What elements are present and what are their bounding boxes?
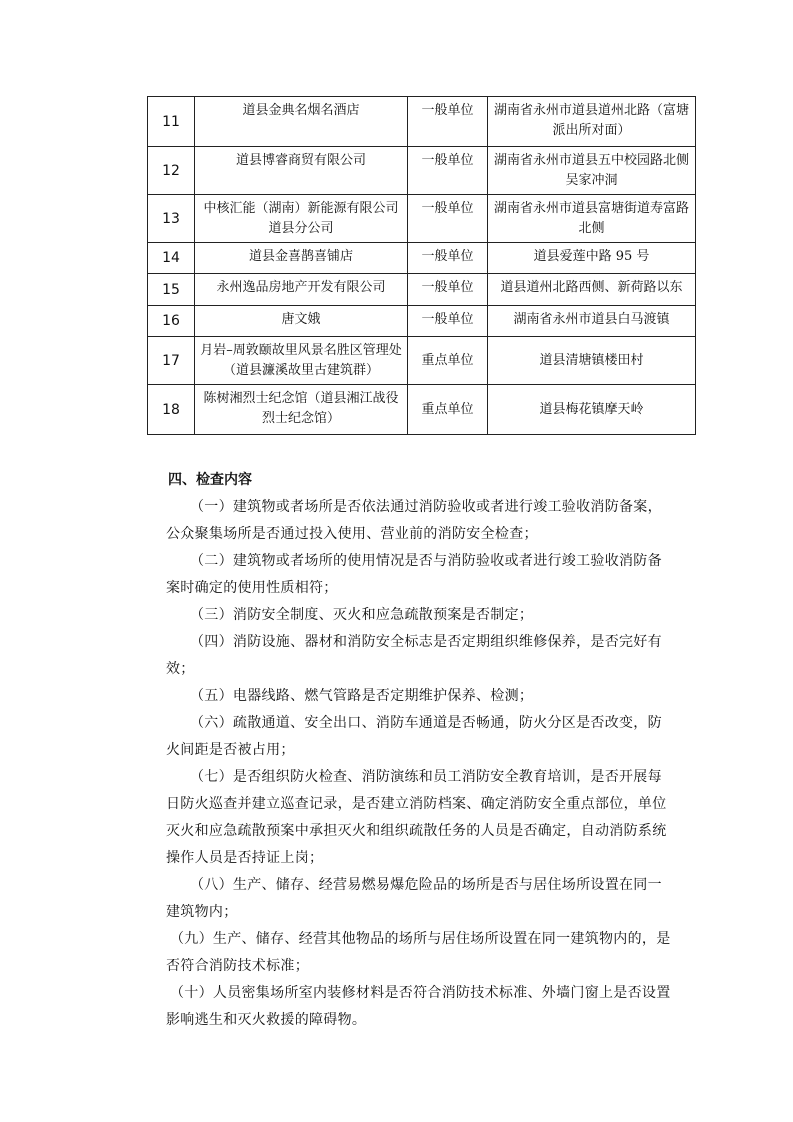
unit-type: 一般单位: [408, 195, 488, 243]
inspection-item: （八）生产、储存、经营易燃易爆危险品的场所是否与居住场所设置在同一建筑物内；: [166, 877, 662, 920]
row-number: 14: [148, 243, 195, 274]
unit-name: 道县博睿商贸有限公司: [195, 147, 408, 195]
inspection-item: （四）消防设施、器材和消防安全标志是否定期组织维修保养，是否完好有效；: [166, 634, 662, 677]
units-table: [147, 96, 696, 435]
inspection-item: （一）建筑物或者场所是否依法通过消防验收或者进行竣工验收消防备案，公众聚集场所是否通过投入使用、营业前的消防安全检查；: [166, 499, 662, 542]
inspection-item: （九）生产、储存、经营其他物品的场所与居住场所设置在同一建筑物内的，是否符合消防技术标准；: [166, 931, 671, 974]
table-row: [148, 337, 696, 385]
row-number: 18: [148, 385, 195, 435]
inspection-item: （二）建筑物或者场所的使用情况是否与消防验收或者进行竣工验收消防备案时确定的使用性质相符；: [166, 553, 662, 596]
row-number: 13: [148, 195, 195, 243]
unit-type: 一般单位: [408, 97, 488, 147]
unit-address: 道县清塘镇楼田村: [488, 337, 696, 385]
table-row: [148, 243, 696, 274]
unit-type: 重点单位: [408, 385, 488, 435]
unit-name: 道县金喜鹊喜铺店: [195, 243, 408, 274]
unit-name: 陈树湘烈士纪念馆（道县湘江战役烈士纪念馆）: [195, 385, 408, 435]
unit-address: 湖南省永州市道县富塘街道寿富路北侧: [488, 195, 696, 243]
table-row: [148, 195, 696, 243]
unit-type: 一般单位: [408, 274, 488, 306]
unit-name: 永州逸品房地产开发有限公司: [195, 274, 408, 306]
inspection-item: （六）疏散通道、安全出口、消防车通道是否畅通，防火分区是否改变，防火间距是否被占用；: [166, 715, 662, 758]
unit-name: 道县金典名烟名酒店: [195, 97, 408, 147]
unit-name: 唐文娥: [195, 306, 408, 337]
inspection-item: （七）是否组织防火检查、消防演练和员工消防安全教育培训，是否开展每日防火巡查并建立巡查记录，是否建立消防档案、确定消防安全重点部位，单位灭火和应急疏散预案中承担灭火和组织疏散任务的人员是否确定，自动消防系统操作人员是否持证上岗；: [166, 769, 667, 866]
unit-address: 湖南省永州市道县白马渡镇: [488, 306, 696, 337]
unit-address: 湖南省永州市道县五中校园路北侧吴家冲洞: [488, 147, 696, 195]
row-number: 17: [148, 337, 195, 385]
unit-address: 道县道州北路西侧、新荷路以东: [488, 274, 696, 306]
unit-name: 月岩–周敦颐故里风景名胜区管理处（道县濂溪故里古建筑群）: [195, 337, 408, 385]
row-number: 11: [148, 97, 195, 147]
inspection-item: （三）消防安全制度、灭火和应急疏散预案是否制定；: [190, 607, 534, 623]
table-row: [148, 306, 696, 337]
inspection-content-section: [166, 470, 671, 1034]
inspection-item: （十）人员密集场所室内装修材料是否符合消防技术标准、外墙门窗上是否设置影响逃生和灭火救援的障碍物。: [166, 985, 671, 1028]
row-number: 12: [148, 147, 195, 195]
section-title: 四、检查内容: [168, 472, 252, 488]
row-number: 16: [148, 306, 195, 337]
unit-address: 道县梅花镇摩天岭: [488, 385, 696, 435]
unit-address: 道县爱莲中路 95 号: [488, 243, 696, 274]
unit-name: 中核汇能（湖南）新能源有限公司道县分公司: [195, 195, 408, 243]
inspection-item: （五）电器线路、燃气管路是否定期维护保养、检测；: [190, 688, 534, 704]
row-number: 15: [148, 274, 195, 306]
unit-address: 湖南省永州市道县道州北路（富塘派出所对面）: [488, 97, 696, 147]
table-row: [148, 274, 696, 306]
table-row: [148, 147, 696, 195]
unit-type: 一般单位: [408, 306, 488, 337]
unit-type: 一般单位: [408, 243, 488, 274]
table-row: [148, 97, 696, 147]
unit-type: 一般单位: [408, 147, 488, 195]
unit-type: 重点单位: [408, 337, 488, 385]
table-row: [148, 385, 696, 435]
